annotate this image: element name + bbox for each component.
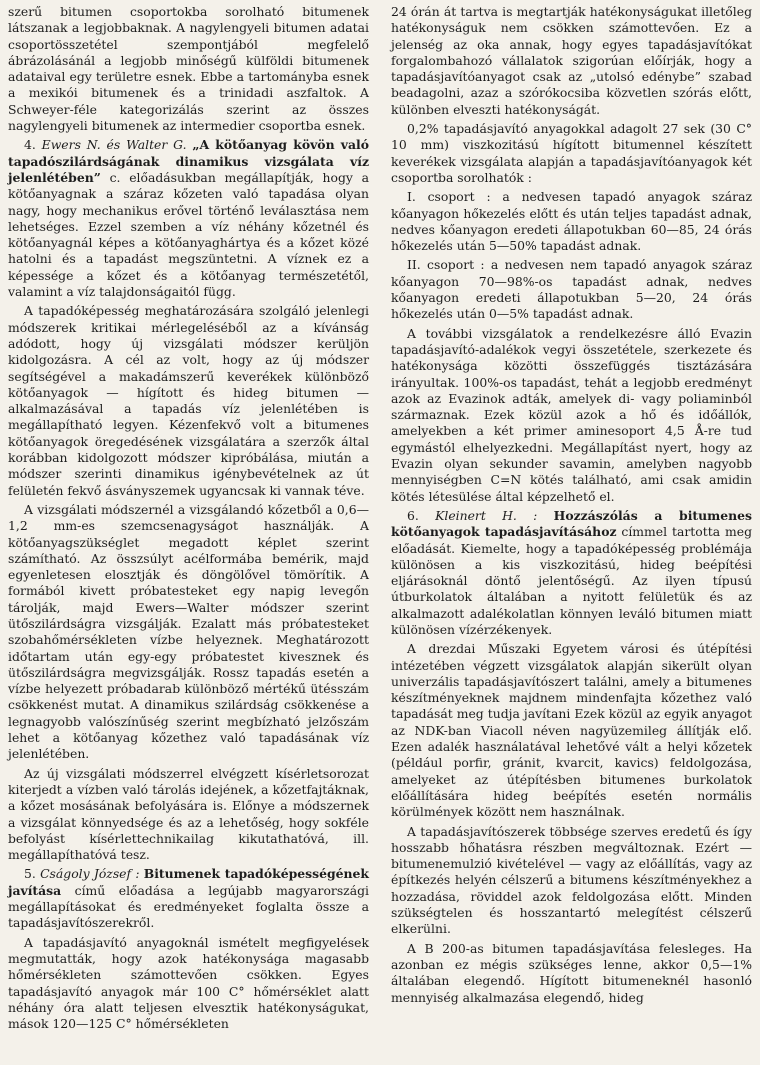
author-name: Kleinert H. : — [435, 507, 538, 523]
paragraph-text: Az új vizsgálati módszerrel elvégzett kísérletsorozat kiterjedt a vízben való tárolás idejének, a kőzetfajtáknak, a kőzet mosásának befolyására is. Előnye a módszernek a vizsgálat könnyedsége és az a lehetőség, hogy sokféle befolyást kísérlettechnikailag kikutathatóvá, ill. megállapíthatóvá tesz. — [8, 765, 369, 863]
left-column — [8, 4, 369, 1065]
paragraph — [8, 303, 369, 499]
paragraph — [391, 508, 752, 638]
paragraph — [391, 189, 752, 254]
paragraph-text: A drezdai Műszaki Egyetem városi és útépítési intézetében végzett vizsgálatok alapján sikerült olyan univerzális tapadásjavítószert találni, amely a bitumenes készítményeknek majdnem mindenfajta kőzethez való tapadását meg tudja javítani Ezek közül az egyik anyagot az NDK-ban Viacoll néven nagyüzemileg állítják elő. Ezen adalék használatával lehetővé vált a helyi kőzetek (például porfir, gránit, kvarcit, kavics) feldolgozása, amelyeket az útépítésben bitumenes burkolatok előállítására hideg beépítés esetén normális körülmények között nem használnak. — [391, 641, 752, 820]
paragraph — [8, 766, 369, 864]
paragraph — [8, 137, 369, 300]
paragraph-text: 24 órán át tartva is megtartják hatékonyságukat illetőleg hatékonyságuk nem csökken számottevően. Ez a jelenség az oka annak, hogy egyes tapadásjavítókat forgalombahozó vállalatok szigorúan előírják, hogy a tapadásjavítóanyagot csak az „utolsó edénybe” szabad beadagolni, azaz a szórókocsiba közvetlen szórás előtt, különben elveszti hatékonyságát. — [391, 4, 752, 117]
paragraph — [391, 121, 752, 186]
paragraph-text: 0,2% tapadásjavító anyagokkal adagolt 27 sek (30 C° 10 mm) viszkozitású hígított bitumennel készített keverékek vizsgálata alapján a tapadásjavítóanyagok két csoportba sorolhatók : — [391, 121, 752, 185]
paragraph — [8, 502, 369, 763]
paragraph — [391, 4, 752, 118]
paragraph — [391, 257, 752, 322]
paragraph-text: című előadása a legújabb magyarországi megállapításokat és eredményeket foglalta össze a tapadásjavítószerekről. — [8, 882, 369, 931]
item-number: 6. — [407, 507, 436, 523]
author-name: Cságoly József : — [40, 866, 140, 882]
paragraph-text: c. előadásukban megállapítják, hogy a kötőanyagnak a száraz kőzeten való tapadása olyan nagy, hogy mechanikus erővel történő leválasztása nem lehetséges. Ezzel szemben a víz néhány kőzetnél és kötőanyagnál képes a kötőanyaghártya és a kőzet közé hatolni és a tapadást megszüntetni. A víznek ez a képessége a kőzet és a kötőanyag természetétől, valamint a víz talajdonságaitól függ. — [8, 169, 369, 300]
paragraph — [391, 641, 752, 820]
lecture-title: Hozzászólás a bitumenes kötőanyagok tapadásjavításához — [391, 507, 752, 540]
paragraph — [391, 326, 752, 505]
paragraph-text: A B 200-as bitumen tapadásjavítása felesleges. Ha azonban ez mégis szükséges lenne, akkor 0,5—1% általában elegendő. Hígított bitumeneknél hasonló mennyiség alkalmazása elegendő, hideg — [391, 940, 752, 1005]
item-number: 5. — [24, 866, 41, 882]
paragraph-text: A tapadóképesség meghatározására szolgáló jelenlegi módszerek kritikai mérlegeléséből az a kívánság adódott, hogy új vizsgálati módszer kerüljön kidolgozásra. A cél az volt, hogy az új módszer segítségével a makadámszerű keverékek különböző kötőanyagok — hígított és hideg bitumen — alkalmazásával a tapadás víz jelenlétében is megállapítható legyen. Kézenfekvő volt a bitumenes kötőanyagok öregedésének vizsgálatára a szerzők által korábban kidolgozott módszer kipróbálása, miután a módszer szerinti dinamikus igénybevételnek az út felületén fekvő ásványszemek ugyancsak ki vannak téve. — [8, 303, 369, 498]
paragraph — [391, 941, 752, 1006]
item-number: 4. — [24, 137, 42, 153]
paragraph — [8, 866, 369, 931]
paragraph — [8, 4, 369, 134]
paragraph-text: II. csoport : a nedvesen nem tapadó anyagok száraz kőanyagon 70—98%-os tapadást adnak, nedves kőanyagon eredeti állapotukban 5—20, 24 órás hőkezelés után 0—5% tapadást adnak. — [391, 257, 752, 322]
paragraph-text: I. csoport : a nedvesen tapadó anyagok száraz kőanyagon hőkezelés előtt és után teljes tapadást adnak, nedves kőanyagon eredeti állapotukban 60—85, 24 órás hőkezelés után 5—50% tapadást adnak. — [391, 189, 752, 254]
paragraph-text: A vizsgálati módszernél a vizsgálandó kőzetből a 0,6—1,2 mm-es szemcsenagyságot használják. A kötőanyagszükséglet megadott képlet szerint számítható. Az összsúlyt acélformába bemérik, majd egyenletesen elosztják és döngölővel tömörítik. A formából kivett próbatesteket egy napig levegőn tárolják, majd Ewers—Walter módszer szerint ütőszilárdságra vizsgálják. Ezalatt más próbatesteket szobahőmérsékleten vízbe helyeznek. Meghatározott időtartam után egy-egy próbatestet kivesznek és ütőszilárdságra megvizsgálják. Rossz tapadás esetén a vízbe helyezett próbadarab különböző mértékű ütésszám csökkenést mutat. A dinamikus szilárdság csökkenése a legnagyobb valószínűség szerint megbízható jelzőszám lehet a kötőanyag kőzethez való tapadásának víz jelenlétében. — [8, 501, 369, 762]
paragraph-text: A tapadásjavító anyagoknál ismételt megfigyelések megmutatták, hogy azok hatékonysága magasabb hőmérsékleten számottevően csökken. Egyes tapadásjavító anyagok már 100 C° hőmérséklet alatt néhány óra alatt teljesen elvesztik hatékonyságukat, mások 120—125 C° hőmérsékleten — [8, 934, 369, 1032]
paragraph-text: szerű bitumen csoportokba sorolható bitumenek látszanak a legjobbaknak. A nagylengyeli bitumen adatai csoportösszetétel szempontjából megfelelő ábrázolásánál a legjobb minőségű külföldi bitumenek adataival egy területre esnek. Ebbe a tartományba esnek a mexikói bitumenek és a trinidadi aszfaltok. A Schweyer-féle kategorizálás szerint az összes nagylengyeli bitumenek az intermedier csoportba esnek. — [8, 4, 369, 134]
lecture-title: Bitumenek tapadóképességének javítása — [8, 866, 369, 898]
lecture-title: „A kötőanyag kövön való tapadószilárdságának dinamikus vizsgálata víz jelenlétében” — [8, 137, 369, 185]
paragraph — [391, 824, 752, 938]
paragraph-text: A további vizsgálatok a rendelkezésre álló Evazin tapadásjavító-adalékok vegyi összetétele, szerkezete és hatékonysága közötti összefüggés tisztázására irányultak. 100%-os tapadást, tehát a legjobb eredményt azok az Evazinok adták, amelyek di- vagy poliaminból származnak. Ezek közül azok a hő és időállók, amelyekben a két primer aminesoport 4,5 Å-re tud egymástól elhelyezkedni. Megállapítást nyert, hogy az Evazin olyan sekunder savamin, amelyben nagyobb mennyiségben C=N kötés található, ami csak amidin kötés létesülése által képzelhető el. — [391, 325, 752, 504]
paragraph — [8, 935, 369, 1033]
author-name: Ewers N. és Walter G. — [41, 137, 187, 153]
paragraph-text: címmel tartotta meg előadását. Kiemelte, hogy a tapadóképesség problémája különösen a kis viszkozitású, hideg beépítési eljárásoknál döntő jelentőségű. Az ilyen típusú útburkolatok általában a nyitott felületük és az alkalmazott adalékolatlan könnyen leváló bitumen miatt különösen vízérzékenyek. — [391, 524, 752, 637]
paragraph-text: A tapadásjavítószerek többsége szerves eredetű és így hosszabb hőhatásra részben megváltoznak. Ezért — bitumenemulzió kivételével — vagy az előállítás, vagy az építkezés helyén célszerű a bitumens készítményekhez a hozzadása, röviddel azok feldolgozása előtt. Minden szükségtelen és hosszantartó melegítést célszerű elkerülni. — [391, 823, 752, 937]
right-column — [391, 4, 752, 1065]
